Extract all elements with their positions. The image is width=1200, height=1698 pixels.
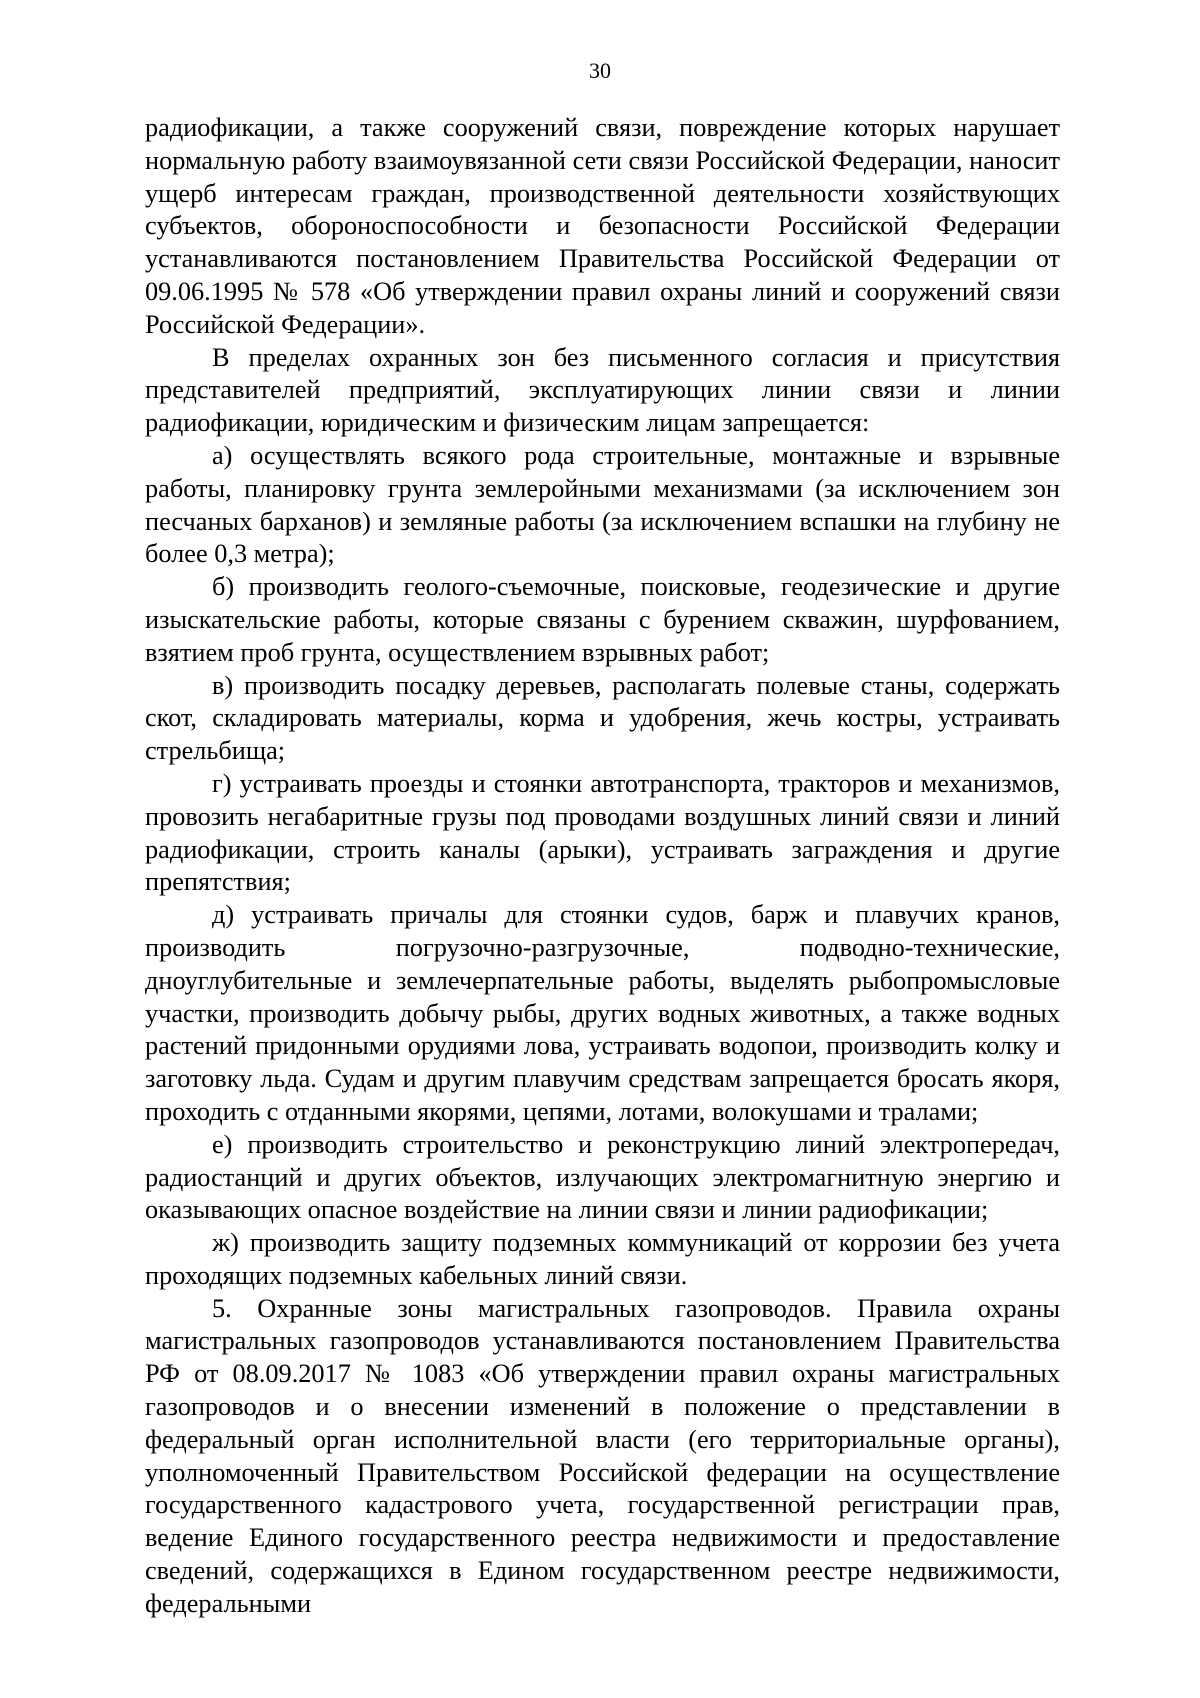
paragraph-section-5: 5. Охранные зоны магистральных газопроводов. Правила охраны магистральных газопроводов устанавливаются постановлением Правительства РФ от 08.09.2017 № 1083 «Об утверждении правил охраны магистральных газопроводов и о внесении изменений в положение о представлении в федеральный орган исполнительной власти (его территориальные органы), уполномоченный Правительством Российской федерации на осуществление государственного кадастрового учета, государственной регистрации прав, ведение Единого государственного реестра недвижимости и предоставление сведений, содержащихся в Едином государственном реестре недвижимости, федеральными: [145, 1293, 1060, 1618]
list-item-v: в) производить посадку деревьев, располагать полевые станы, содержать скот, складировать материалы, корма и удобрения, жечь костры, устраивать стрельбища;: [145, 670, 1060, 766]
paragraph-continuation: радиофикации, а также сооружений связи, повреждение которых нарушает нормальную работу взаимоувязанной сети связи Российской Федерации, наносит ущерб интересам граждан, производственной деятельности хозяйствующих субъектов, обороноспособности и безопасности Российской Федерации устанавливаются постановлением Правительства Российской Федерации от 09.06.1995 № 578 «Об утверждении правил охраны линий и сооружений связи Российской Федерации».: [145, 113, 1060, 339]
list-item-zh: ж) производить защиту подземных коммуникаций от коррозии без учета проходящих подземных кабельных линий связи.: [145, 1228, 1060, 1290]
list-item-a: а) осуществлять всякого рода строительные, монтажные и взрывные работы, планировку грунта землеройными механизмами (за исключением зон песчаных барханов) и земляные работы (за исключением вспашки на глубину не более 0,3 метра);: [145, 440, 1060, 569]
document-body: [145, 112, 1060, 1621]
list-item-b: б) производить геолого-съемочные, поисковые, геодезические и другие изыскательские работы, которые связаны с бурением скважин, шурфованием, взятием проб грунта, осуществлением взрывных работ;: [145, 572, 1060, 667]
list-item-g: г) устраивать проезды и стоянки автотранспорта, тракторов и механизмов, провозить негабаритные грузы под проводами воздушных линий связи и линий радиофикации, строить каналы (арыки), устраивать заграждения и другие препятствия;: [145, 768, 1060, 897]
page-number: 30: [589, 58, 611, 83]
list-item-d: д) устраивать причалы для стоянки судов, барж и плавучих кранов, производить погрузочно-разгрузочные, подводно-технические, дноуглубительные и землечерпательные работы, выделять рыбопромысловые участки, производить добычу рыбы, других водных животных, а также водных растений придонными орудиями лова, устраивать водопои, производить колку и заготовку льда. Судам и другим плавучим средствам запрещается бросать якоря, проходить с отданными якорями, цепями, лотами, волокушами и тралами;: [145, 900, 1060, 1126]
paragraph-prohibitions-intro: В пределах охранных зон без письменного согласия и присутствия представителей предприятий, эксплуатирующих линии связи и линии радиофикации, юридическим и физическим лицам запрещается:: [145, 342, 1060, 438]
list-item-e: е) производить строительство и реконструкцию линий электропередач, радиостанций и других объектов, излучающих электромагнитную энергию и оказывающих опасное воздействие на линии связи и линии радиофикации;: [145, 1129, 1060, 1225]
